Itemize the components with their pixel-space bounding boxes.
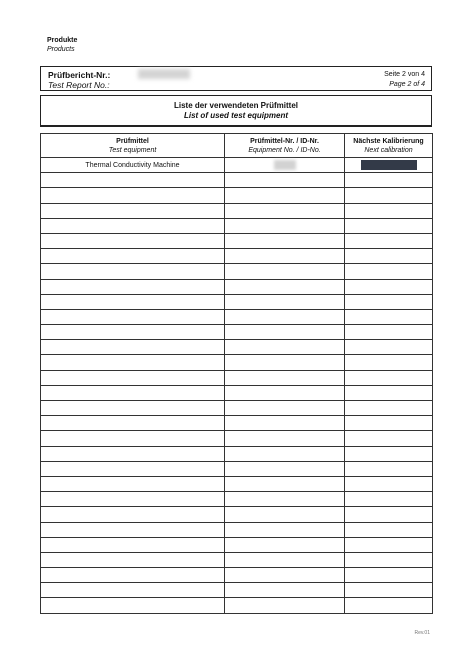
empty-cell (345, 385, 433, 400)
product-label-de: Produkte (47, 37, 78, 44)
empty-cell (41, 355, 225, 370)
empty-cell (225, 188, 345, 203)
empty-cell (345, 173, 433, 188)
empty-cell (41, 309, 225, 324)
empty-cell (225, 583, 345, 598)
empty-cell (41, 537, 225, 552)
empty-cell (345, 370, 433, 385)
empty-cell (41, 598, 225, 613)
empty-cell (41, 568, 225, 583)
empty-cell (41, 552, 225, 567)
empty-cell (345, 203, 433, 218)
empty-cell (225, 537, 345, 552)
empty-cell (225, 233, 345, 248)
empty-cell (225, 294, 345, 309)
empty-cell (225, 249, 345, 264)
empty-cell (345, 249, 433, 264)
section-title-en: List of used test equipment (183, 111, 288, 120)
empty-cell (41, 507, 225, 522)
column-header-next-calibration (345, 134, 433, 158)
page-indicator-en: Page 2 of 4 (389, 81, 425, 88)
table-row-empty (41, 370, 433, 385)
table-row-empty (41, 583, 433, 598)
empty-cell (345, 583, 433, 598)
empty-cell (225, 431, 345, 446)
empty-cell (345, 552, 433, 567)
table-row-empty (41, 233, 433, 248)
table-row-empty (41, 598, 433, 613)
table-row-empty (41, 416, 433, 431)
empty-cell (41, 522, 225, 537)
column-header-equipment-en: Test equipment (108, 146, 157, 154)
column-header-next-calibration-de: Nächste Kalibrierung (353, 137, 424, 145)
column-header-equipment-de: Prüfmittel (116, 137, 149, 145)
empty-cell (345, 522, 433, 537)
empty-cell (41, 416, 225, 431)
empty-cell (225, 325, 345, 340)
empty-cell (41, 340, 225, 355)
report-number-label (48, 70, 110, 90)
empty-cell (345, 355, 433, 370)
empty-cell (345, 492, 433, 507)
empty-cell (345, 598, 433, 613)
empty-cell (225, 218, 345, 233)
table-row-empty (41, 401, 433, 416)
empty-cell (345, 294, 433, 309)
table-row-empty (41, 507, 433, 522)
empty-cell (41, 233, 225, 248)
table-row-empty (41, 188, 433, 203)
empty-cell (41, 446, 225, 461)
table-row-empty (41, 249, 433, 264)
empty-cell (41, 492, 225, 507)
table-row-empty (41, 385, 433, 400)
empty-cell (225, 552, 345, 567)
table-row-empty (41, 461, 433, 476)
report-number-label-en: Test Report No.: (48, 80, 110, 90)
empty-cell (41, 370, 225, 385)
empty-cell (345, 476, 433, 491)
empty-cell (345, 507, 433, 522)
empty-cell (41, 325, 225, 340)
redacted-calibration-date (361, 160, 417, 170)
table-row-empty (41, 309, 433, 324)
empty-cell (345, 568, 433, 583)
empty-cell (41, 583, 225, 598)
equipment-id-cell (225, 158, 345, 173)
empty-cell (345, 233, 433, 248)
table-row-empty (41, 492, 433, 507)
empty-cell (345, 401, 433, 416)
table-header-row (41, 134, 433, 158)
empty-cell (345, 416, 433, 431)
table-row-empty (41, 537, 433, 552)
table-row-empty (41, 522, 433, 537)
empty-cell (225, 446, 345, 461)
empty-cell (345, 461, 433, 476)
empty-cell (41, 294, 225, 309)
empty-cell (225, 492, 345, 507)
empty-cell (225, 507, 345, 522)
empty-cell (225, 340, 345, 355)
table-row-empty (41, 446, 433, 461)
empty-cell (41, 188, 225, 203)
empty-cell (225, 416, 345, 431)
empty-cell (41, 279, 225, 294)
column-header-equipment-no-de: Prüfmittel-Nr. / ID-Nr. (250, 137, 319, 145)
redacted-report-number (138, 69, 190, 79)
report-number-box (40, 66, 432, 91)
empty-cell (225, 385, 345, 400)
empty-cell (41, 203, 225, 218)
table-row-empty (41, 294, 433, 309)
empty-cell (225, 401, 345, 416)
empty-cell (41, 218, 225, 233)
table-row-empty (41, 340, 433, 355)
empty-cell (225, 279, 345, 294)
table-row-empty (41, 568, 433, 583)
page-indicator (384, 70, 425, 90)
table-row-empty (41, 264, 433, 279)
column-header-next-calibration-en: Next calibration (364, 146, 413, 154)
equipment-table (40, 133, 433, 614)
empty-cell (225, 522, 345, 537)
empty-cell (345, 340, 433, 355)
empty-cell (225, 355, 345, 370)
empty-cell (345, 188, 433, 203)
column-header-equipment-no (225, 134, 345, 158)
empty-cell (41, 461, 225, 476)
table-row-empty (41, 203, 433, 218)
empty-cell (41, 401, 225, 416)
table-row-empty (41, 552, 433, 567)
empty-cell (345, 218, 433, 233)
empty-cell (41, 385, 225, 400)
empty-cell (225, 461, 345, 476)
redacted-equipment-id (274, 160, 296, 170)
page-indicator-de: Seite 2 von 4 (384, 71, 425, 78)
column-header-equipment (41, 134, 225, 158)
empty-cell (225, 476, 345, 491)
empty-cell (225, 203, 345, 218)
empty-cell (345, 537, 433, 552)
report-number-label-de: Prüfbericht-Nr.: (48, 70, 111, 80)
table-row-empty (41, 431, 433, 446)
empty-cell (225, 309, 345, 324)
table-row-empty (41, 279, 433, 294)
empty-cell (345, 309, 433, 324)
empty-cell (225, 598, 345, 613)
product-label-en: Products (47, 46, 75, 53)
empty-cell (345, 279, 433, 294)
table-row-empty (41, 173, 433, 188)
table-row-empty (41, 355, 433, 370)
equipment-cell: Thermal Conductivity Machine (41, 158, 225, 173)
table-row-empty (41, 325, 433, 340)
table-row-empty (41, 218, 433, 233)
empty-cell (345, 431, 433, 446)
empty-cell (41, 249, 225, 264)
table-row-empty (41, 476, 433, 491)
empty-cell (41, 264, 225, 279)
table-row (41, 158, 433, 173)
empty-cell (41, 476, 225, 491)
next-calibration-cell (345, 158, 433, 173)
empty-cell (225, 264, 345, 279)
empty-cell (41, 431, 225, 446)
empty-cell (225, 370, 345, 385)
footer-revision: Rev.01 (414, 630, 430, 636)
product-header (47, 36, 77, 54)
empty-cell (345, 264, 433, 279)
empty-cell (225, 568, 345, 583)
section-title-de: Liste der verwendeten Prüfmittel (173, 101, 299, 110)
section-title-box (40, 95, 432, 127)
empty-cell (225, 173, 345, 188)
empty-cell (345, 446, 433, 461)
empty-cell (345, 325, 433, 340)
empty-cell (41, 173, 225, 188)
column-header-equipment-no-en: Equipment No. / ID-No. (248, 146, 321, 154)
